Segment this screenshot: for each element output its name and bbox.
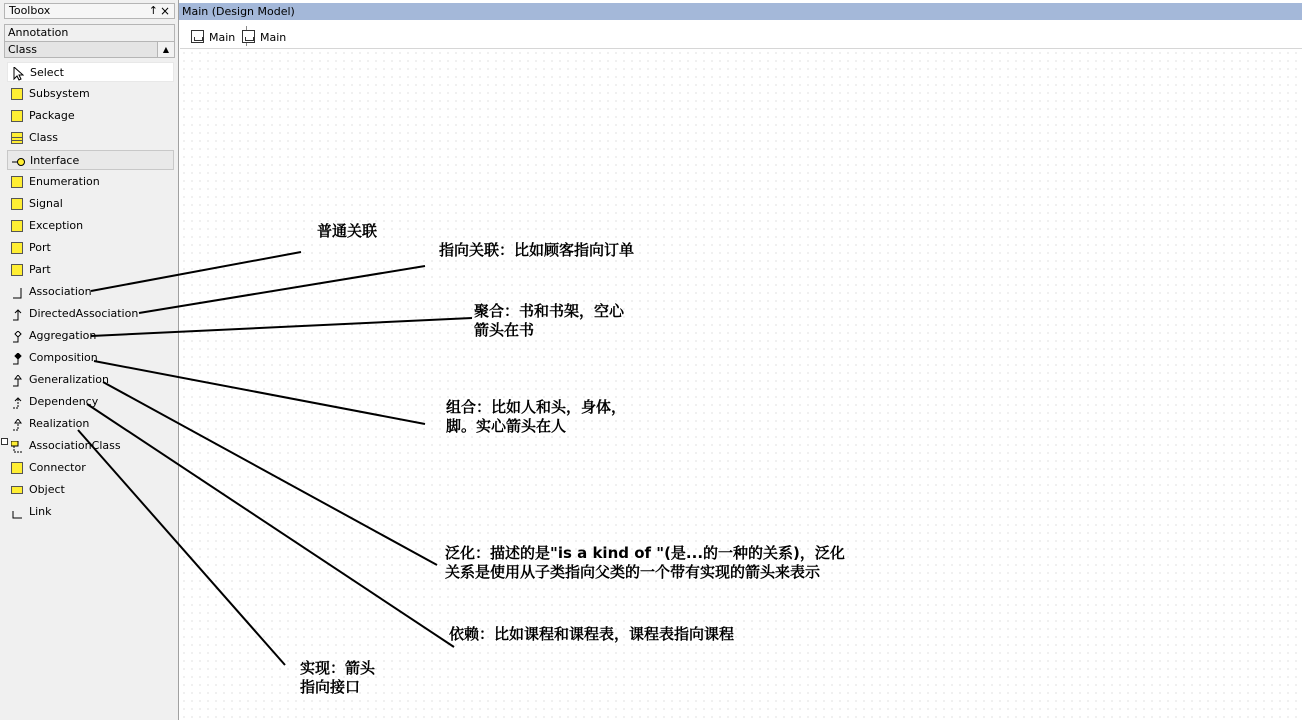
toolbox-item-link[interactable]: [7, 502, 174, 522]
toolbox-title-bar: [4, 3, 175, 19]
pointer-icon: [12, 67, 24, 79]
tab-label: Main: [260, 31, 287, 44]
toolbox-item-label: Class: [29, 131, 58, 144]
dependency-icon: [11, 396, 23, 408]
note-aggregation: 聚合：书和书架，空心 箭头在书: [474, 302, 625, 339]
toolbox-item-label: Connector: [29, 461, 86, 474]
toolbox-item-generalization[interactable]: [7, 370, 174, 390]
toolbox-item-label: Aggregation: [29, 329, 97, 342]
toolbox-item-connector[interactable]: [7, 458, 174, 478]
class-icon: [11, 132, 23, 144]
toolbox-item-dependency[interactable]: [7, 392, 174, 412]
scroll-up-icon[interactable]: ▲: [157, 42, 174, 57]
toolbox-item-realization[interactable]: [7, 414, 174, 434]
section-annotation-label: Annotation: [8, 26, 69, 39]
toolbox-item-label: Generalization: [29, 373, 109, 386]
note-association: 普通关联: [317, 222, 378, 240]
note-composition: 组合：比如人和头，身体， 脚。实心箭头在人: [446, 398, 627, 435]
section-annotation[interactable]: [4, 24, 175, 41]
toolbox-item-package[interactable]: [7, 106, 174, 126]
section-class[interactable]: [4, 41, 175, 58]
signal-icon: [11, 198, 23, 210]
diagram-title: Main (Design Model): [182, 5, 295, 18]
toolbox-item-label: Port: [29, 241, 51, 254]
generalization-icon: [11, 374, 23, 386]
close-icon[interactable]: ×: [159, 4, 170, 18]
toolbox-item-interface[interactable]: [7, 150, 174, 170]
diagram-title-bar: [179, 3, 1302, 20]
toolbox-item-label: Association: [29, 285, 92, 298]
port-icon: [11, 242, 23, 254]
diagram-canvas[interactable]: [180, 49, 1302, 720]
toolbox-item-aggregation[interactable]: [7, 326, 174, 346]
toolbox-item-label: Subsystem: [29, 87, 90, 100]
package-icon: [11, 110, 23, 122]
note-generalization: 泛化：描述的是"is a kind of "(是...的一种的关系)，泛化 关系是使用从子类指向父类的一个带有实现的箭头来表示: [445, 544, 845, 581]
toolbox-item-label: Interface: [30, 154, 80, 167]
interface-icon: [12, 155, 24, 167]
toolbox-item-object[interactable]: [7, 480, 174, 500]
toolbox-panel: [0, 0, 179, 720]
toolbox-item-label: Package: [29, 109, 75, 122]
realization-icon: [11, 418, 23, 430]
toolbox-item-label: Select: [30, 66, 64, 79]
toolbox-item-label: Signal: [29, 197, 63, 210]
toolbox-item-subsystem[interactable]: [7, 84, 174, 104]
toolbox-item-label: Enumeration: [29, 175, 100, 188]
aggregation-icon: [11, 330, 23, 342]
toolbox-item-label: Exception: [29, 219, 84, 232]
toolbox-item-label: Link: [29, 505, 52, 518]
toolbox-item-label: DirectedAssociation: [29, 307, 139, 320]
toolbox-item-directed-association[interactable]: [7, 304, 174, 324]
toolbox-item-association[interactable]: [7, 282, 174, 302]
toolbox-item-enumeration[interactable]: [7, 172, 174, 192]
note-directed-association: 指向关联：比如顾客指向订单: [439, 241, 635, 259]
object-icon: [11, 486, 23, 494]
toolbox-item-label: Composition: [29, 351, 98, 364]
toolbox-item-label: Dependency: [29, 395, 99, 408]
subsystem-icon: [11, 88, 23, 100]
exception-icon: [11, 220, 23, 232]
diagram-tabstrip: [180, 24, 1302, 49]
tab-main-2[interactable]: [242, 26, 287, 46]
toolbox-item-label: AssociationClass: [29, 439, 121, 452]
toolbox-item-label: Part: [29, 263, 51, 276]
note-dependency: 依赖：比如课程和课程表，课程表指向课程: [449, 625, 735, 643]
toolbox-item-select[interactable]: [7, 62, 174, 82]
note-realization: 实现：箭头 指向接口: [300, 659, 376, 696]
toolbox-item-association-class[interactable]: [7, 436, 174, 456]
toolbox-item-exception[interactable]: [7, 216, 174, 236]
toolbox-item-port[interactable]: [7, 238, 174, 258]
diagram-icon: [191, 30, 204, 43]
section-class-label: Class: [8, 43, 37, 56]
toolbox-item-class[interactable]: [7, 128, 174, 148]
part-icon: [11, 264, 23, 276]
resize-handle[interactable]: [1, 438, 8, 445]
link-icon: [11, 506, 23, 518]
association-icon: [11, 286, 23, 298]
composition-icon: [11, 352, 23, 364]
enumeration-icon: [11, 176, 23, 188]
toolbox-item-label: Realization: [29, 417, 90, 430]
connector-icon: [11, 462, 23, 474]
toolbox-item-label: Object: [29, 483, 65, 496]
association-class-icon: [11, 440, 23, 452]
toolbox-item-part[interactable]: [7, 260, 174, 280]
toolbox-item-signal[interactable]: [7, 194, 174, 214]
tab-label: Main: [209, 31, 236, 44]
toolbox-title: Toolbox: [9, 4, 51, 17]
directed-association-icon: [11, 308, 23, 320]
pin-icon[interactable]: ↑: [148, 4, 158, 17]
diagram-icon: [242, 30, 255, 43]
toolbox-item-composition[interactable]: [7, 348, 174, 368]
